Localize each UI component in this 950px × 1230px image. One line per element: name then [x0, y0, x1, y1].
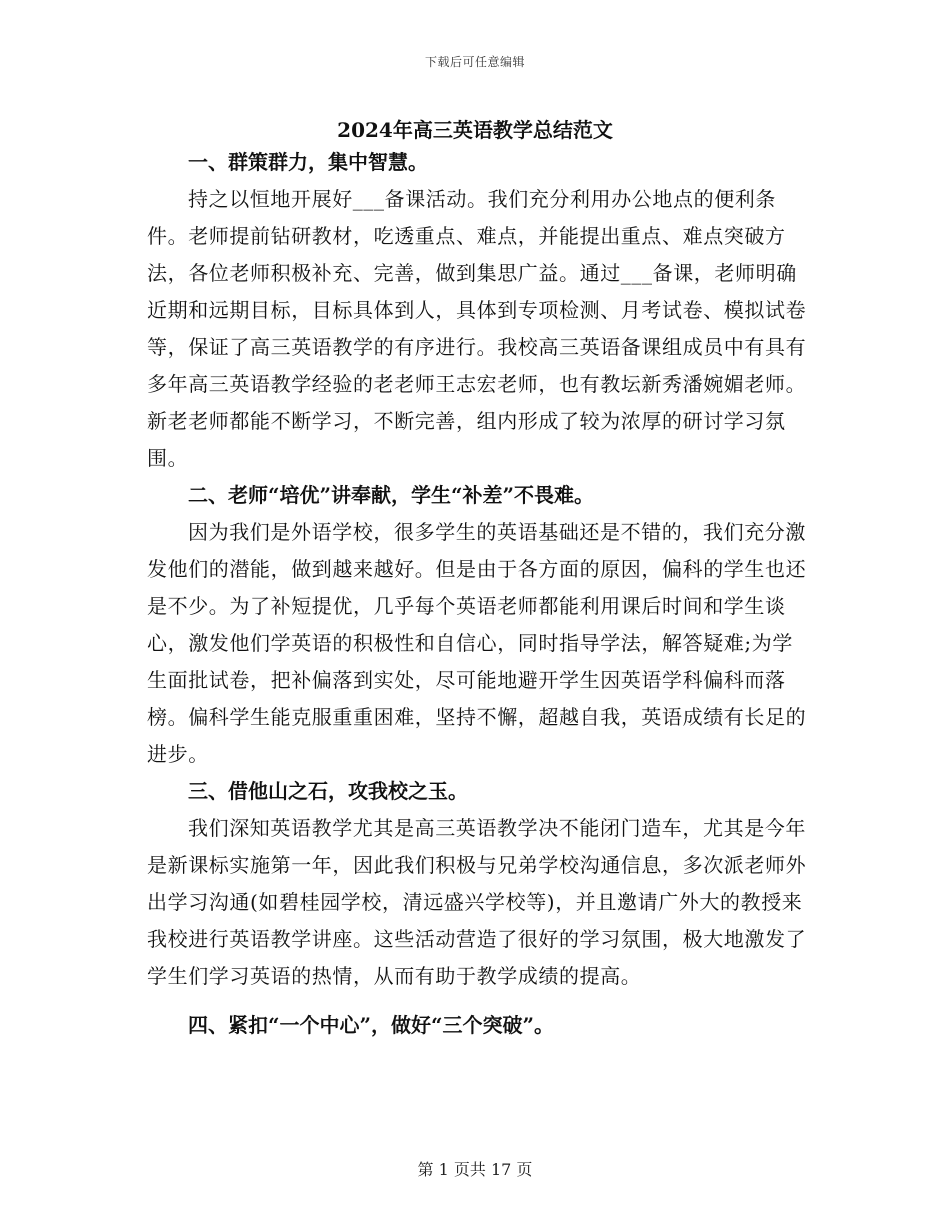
section-heading-3: 三、借他山之石，攻我校之玉。	[188, 779, 468, 803]
section-paragraph-1: 持之以恒地开展好___备课活动。我们充分利用办公地点的便利条件。老师提前钻研教材，吃透重点、难点，并能提出重点、难点突破方法，各位老师积极补充、完善，做到集思广益。通过___备课，老师明确近期和远期目标，目标具体到人，具体到专项检测、月考试卷、模拟试卷等，保证了高三英语教学的有序进行。我校高三英语备课组成员中有具有多年高三英语教学经验的老老师王志宏老师，也有教坛新秀潘婉媚老师。新老老师都能不断学习，不断完善，组内形成了较为浓厚的研讨学习氛围。	[147, 187, 807, 470]
document-body	[147, 144, 807, 1044]
page-number: 第 1 页共 17 页	[417, 1160, 533, 1179]
section-heading-1: 一、群策群力，集中智慧。	[188, 150, 428, 174]
download-note: 下载后可任意编辑	[424, 55, 525, 69]
section-heading-2: 二、老师“培优”讲奉献，学生“补差”不畏难。	[188, 483, 595, 507]
section-paragraph-2: 因为我们是外语学校，很多学生的英语基础还是不错的，我们充分激发他们的潜能，做到越来越好。但是由于各方面的原因，偏科的学生也还是不少。为了补短提优，几乎每个英语老师都能利用课后时间和学生谈心，激发他们学英语的积极性和自信心，同时指导学法，解答疑难;为学生面批试卷，把补偏落到实处，尽可能地避开学生因英语学科偏科而落榜。偏科学生能克服重重困难，坚持不懈，超越自我，英语成绩有长足的进步。	[147, 520, 807, 766]
section-paragraph-3: 我们深知英语教学尤其是高三英语教学决不能闭门造车，尤其是今年是新课标实施第一年，因此我们积极与兄弟学校沟通信息，多次派老师外出学习沟通(如碧桂园学校，清远盛兴学校等)，并且邀请广外大的教授来我校进行英语教学讲座。这些活动营造了很好的学习氛围，极大地激发了学生们学习英语的热情，从而有助于教学成绩的提高。	[147, 816, 807, 988]
document-title: 2024年高三英语教学总结范文	[337, 118, 613, 142]
section-heading-4: 四、紧扣“一个中心”，做好“三个突破”。	[188, 1013, 555, 1037]
